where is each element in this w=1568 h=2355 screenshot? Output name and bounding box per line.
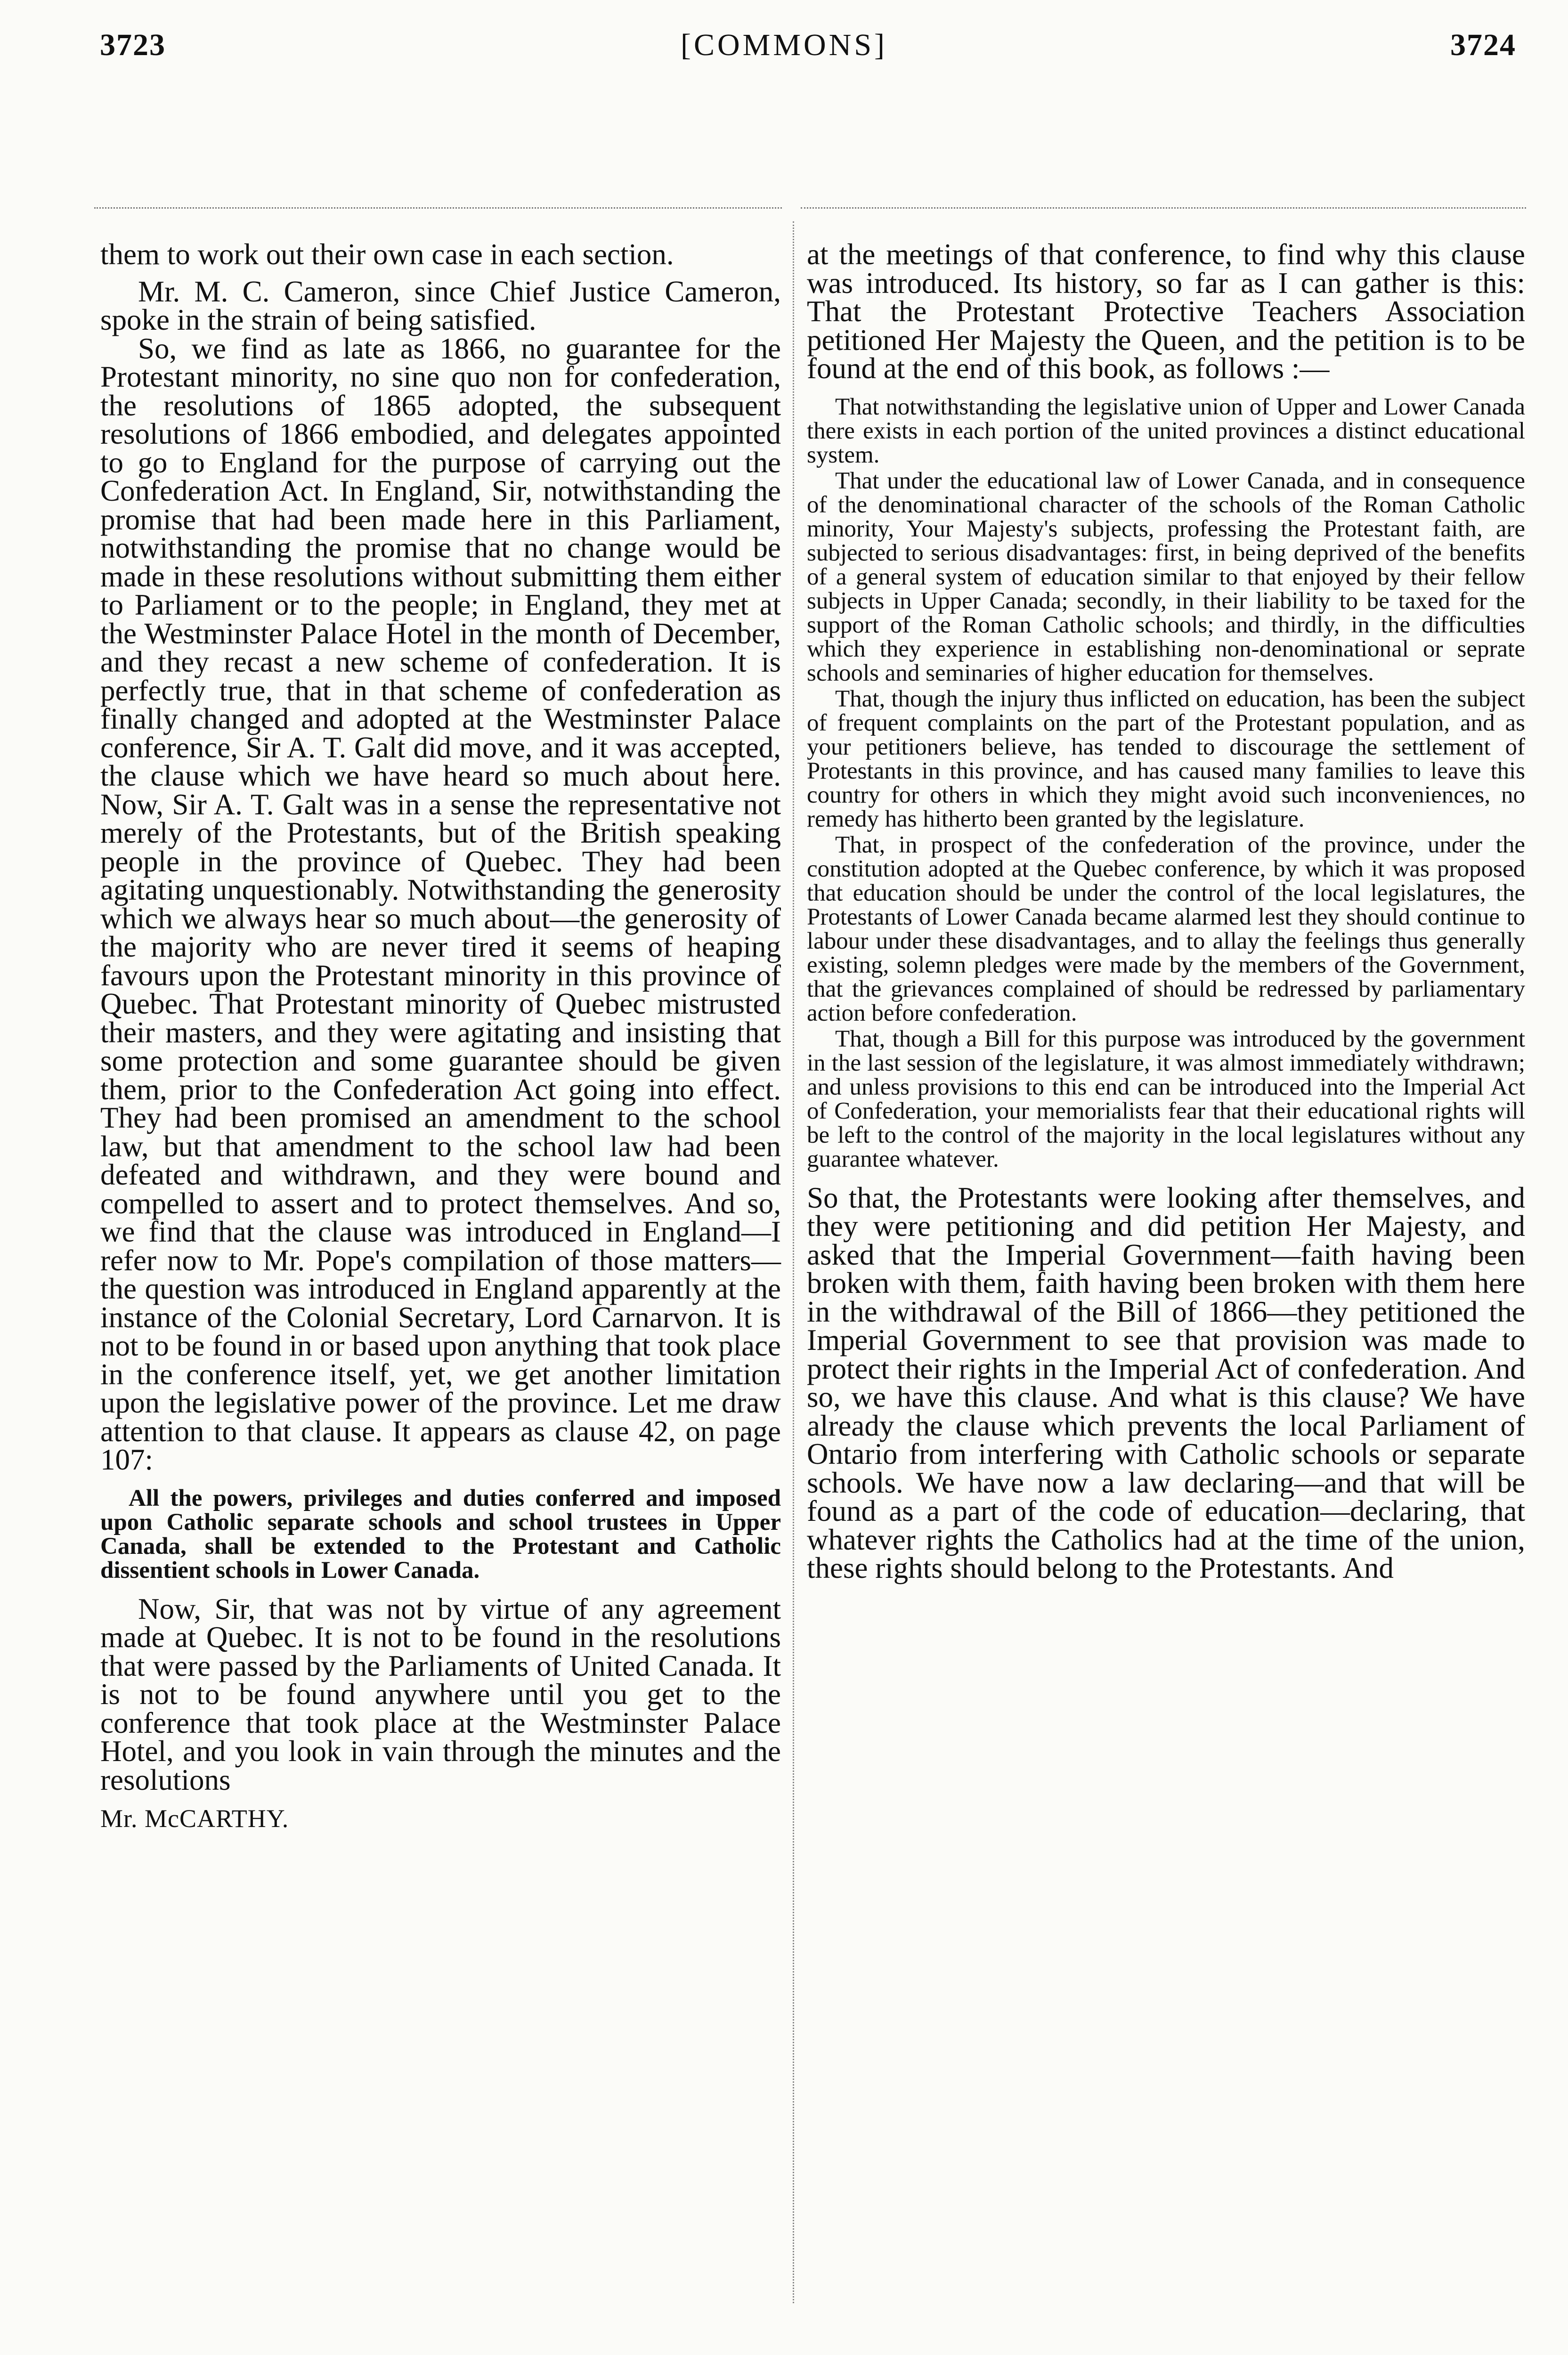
page-header xyxy=(0,27,1568,84)
paragraph: Mr. M. C. Cameron, since Chief Justice Cameron, spoke in the strain of being satisfied. xyxy=(100,275,781,336)
quote-paragraph: That, though the injury thus inflicted on education, has been the subject of frequent complaints on the part of the Protestant population, and as your petitioners believe, has tended to discourage the settlement of Protestants in this province, and has caused many families to leave this country for others in which they might avoid such inconveniences, no remedy has hitherto been granted by the legislature. xyxy=(807,685,1525,832)
block-quote xyxy=(100,1486,781,1583)
header-rule-left xyxy=(94,207,782,209)
quote-paragraph: That, though a Bill for this purpose was introduced by the government in the last session of the legislature, it was almost immediately withdrawn; and unless provisions to this end can be introduced into the Imperial Act of Confederation, your memorialists fear that their educational rights will be left to the control of the majority in the local legislatures without any guarantee whatever. xyxy=(807,1025,1525,1172)
left-column xyxy=(100,240,781,1833)
paragraph: at the meetings of that conference, to find why this clause was introduced. Its history, so far as I can gather is this: That the Protestant Protective Teachers Association petitioned Her Majesty the Queen, and the petition is to be found at the end of this book, as follows :— xyxy=(807,238,1525,385)
page-number-left: 3723 xyxy=(100,28,166,62)
paragraph: So, we find as late as 1866, no guarantee for the Protestant minority, no sine quo non for confederation, the resolutions of 1865 adopted, the subsequent resolutions of 1866 embodied, and delegates appointed to go to England for the purpose of carrying out the Confederation Act. In England, Sir, notwithstanding the promise that had been made here in this Parliament, notwithstanding the promise that no change would be made in these resolutions without submitting them either to Parliament or to the people; in England, they met at the Westminster Palace Hotel in the month of December, and they recast a new scheme of confederation. It is perfectly true, that in that scheme of confederation as finally changed and adopted at the Westminster Palace conference, Sir A. T. Galt did move, and it was accepted, the clause which we have heard so much about here. Now, Sir A. T. Galt was in a sense the representative not merely of the Protestants, but of the British speaking people in the province of Quebec. They had been agitating unquestionably. Notwithstanding the generosity which we always hear so much about—the generosity of the majority who are never tired it seems of heaping favours upon the Protestant minority in this province of Quebec. That Protestant minority of Quebec mistrusted their masters, and they were agitating and insisting that some protection and some guarantee should be given them, prior to the Confederation Act going into effect. They had been promised an amendment to the school law, but that amendment to the school law had been defeated and withdrawn, and they were bound and compelled to assert and to protect themselves. And so, we find that the clause was introduced in England—I refer now to Mr. Pope's compilation of those matters—the question was introduced in England apparently at the instance of the Colonial Secretary, Lord Carnarvon. It is not to be found in or based upon anything that took place in the conference itself, yet, we get another limitation upon the legislative power of the province. Let me draw attention to that clause. It appears as clause 42, on page 107: xyxy=(100,332,781,1476)
paragraph: them to work out their own case in each section. xyxy=(100,238,674,271)
petition-quote xyxy=(807,395,1525,1171)
page-number-right: 3724 xyxy=(1450,28,1516,62)
quote-paragraph: That under the educational law of Lower Canada, and in consequence of the denominational character of the schools of the Roman Catholic minority, Your Majesty's subjects, professing the Protestant faith, are subjected to serious disadvantages: first, in being deprived of the benefits of a general system of education similar to that enjoyed by their fellow subjects in Upper Canada; secondly, in their liability to be taxed for the support of the Roman Catholic schools; and thirdly, in the difficulties which they experience in establishing non-denominational or seprate schools and seminaries of higher education for themselves. xyxy=(807,467,1525,686)
header-rule-right xyxy=(801,207,1526,209)
quote-paragraph: All the powers, privileges and duties conferred and imposed upon Catholic separate schools and school trustees in Upper Canada, shall be extended to the Protestant and Catholic dissentient schools in Lower Canada. xyxy=(100,1485,781,1584)
running-title: [COMMONS] xyxy=(680,28,888,62)
paragraph: Now, Sir, that was not by virtue of any agreement made at Quebec. It is not to be found in the resolutions that were passed by the Parliaments of United Canada. It is not to be found anywhere until you get to the conference that took place at the Westminster Palace Hotel, and you look in vain through the minutes and the resolutions xyxy=(100,1592,781,1796)
speaker-name: Mr. McCARTHY. xyxy=(100,1804,289,1833)
right-column xyxy=(807,240,1525,1583)
column-divider xyxy=(793,221,794,2303)
paragraph: So that, the Protestants were looking after themselves, and they were petitioning and did petition Her Majesty, and asked that the Imperial Government—faith having been broken with them, faith having been broken with them here in the withdrawal of the Bill of 1866—they petitioned the Imperial Government to see that provision was made to protect their rights in the Imperial Act of confederation. And so, we have this clause. And what is this clause? We have already the clause which prevents the local Parliament of Ontario from interfering with Catholic schools or separate schools. We have now a law declaring—and that will be found as a part of the code of education—declaring, that whatever rights the Catholics had at the time of the union, these rights should belong to the Protestants. And xyxy=(807,1181,1525,1584)
quote-paragraph: That, in prospect of the confederation of the province, under the constitution adopted at the Quebec conference, by which it was proposed that education should be under the control of the local legislatures, the Protestants of Lower Canada became alarmed lest they should continue to labour under these disadvantages, and to allay the feelings thus generally existing, solemn pledges were made by the members of the Government, that the grievances complained of should be redressed by parliamentary action before confederation. xyxy=(807,831,1525,1026)
quote-paragraph: That notwithstanding the legislative union of Upper and Lower Canada there exists in each portion of the united provinces a distinct educational system. xyxy=(807,393,1525,468)
